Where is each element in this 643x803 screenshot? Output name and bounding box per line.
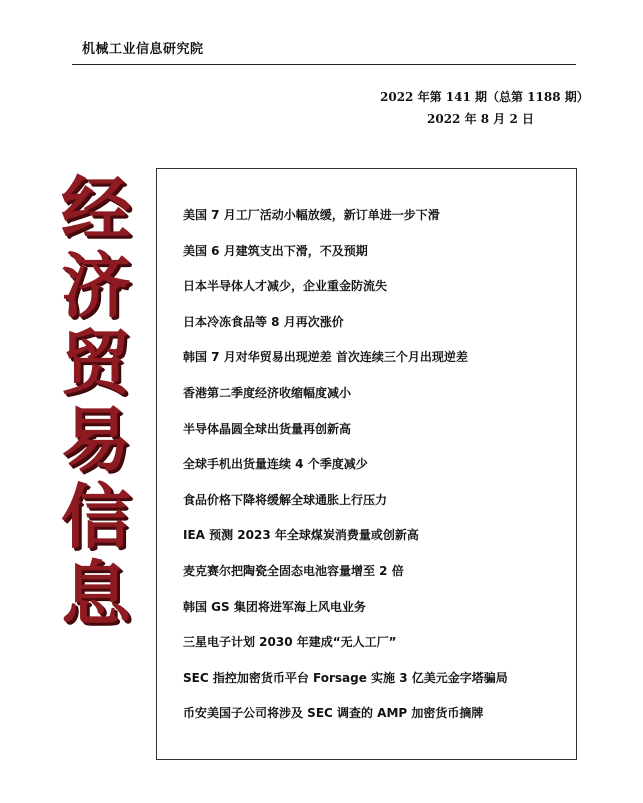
masthead-char: 济 [61,244,131,327]
headline-list [183,205,508,739]
headline-item[interactable]: 币安美国子公司将涉及 SEC 调查的 AMP 加密货币摘牌 [183,706,484,721]
masthead-char: 信 [61,475,131,558]
headline-item[interactable]: 韩国 GS 集团将进军海上风电业务 [183,599,366,614]
headline-item[interactable]: 全球手机出货量连续 4 个季度减少 [183,457,368,472]
headline-item[interactable]: 日本冷冻食品等 8 月再次涨价 [183,314,344,329]
masthead-char: 易 [61,398,131,481]
headline-item[interactable]: 香港第二季度经济收缩幅度减小 [183,385,352,400]
headline-box [156,168,577,760]
headline-item[interactable]: 美国 7 月工厂活动小幅放缓，新订单进一步下滑 [183,208,440,222]
org-name: 机械工业信息研究院 [82,42,204,57]
headline-item[interactable]: SEC 指控加密货币平台 Forsage 实施 3 亿美元金字塔骗局 [183,670,508,685]
headline-item[interactable]: 麦克赛尔把陶瓷全固态电池容量增至 2 倍 [183,563,404,578]
issue-number: 2022 年第 141 期（总第 1188 期） [380,90,589,104]
masthead-char: 息 [61,552,131,635]
headline-item[interactable]: 半导体晶圆全球出货量再创新高 [183,421,352,436]
headline-item[interactable]: IEA 预测 2023 年全球煤炭消费量或创新高 [183,528,419,543]
headline-item[interactable]: 韩国 7 月对华贸易出现逆差 首次连续三个月出现逆差 [183,350,468,365]
headline-item[interactable]: 三星电子计划 2030 年建成“无人工厂” [183,635,397,650]
masthead-char: 贸 [61,321,131,404]
masthead-char: 经 [61,167,131,250]
headline-item[interactable]: 美国 6 月建筑支出下滑，不及预期 [183,243,368,258]
header-divider [72,64,576,65]
masthead-title [50,167,142,635]
issue-date: 2022 年 8 月 2 日 [427,112,534,126]
headline-item[interactable]: 日本半导体人才减少，企业重金防流失 [183,279,388,294]
headline-item[interactable]: 食品价格下降将缓解全球通胀上行压力 [183,492,388,507]
